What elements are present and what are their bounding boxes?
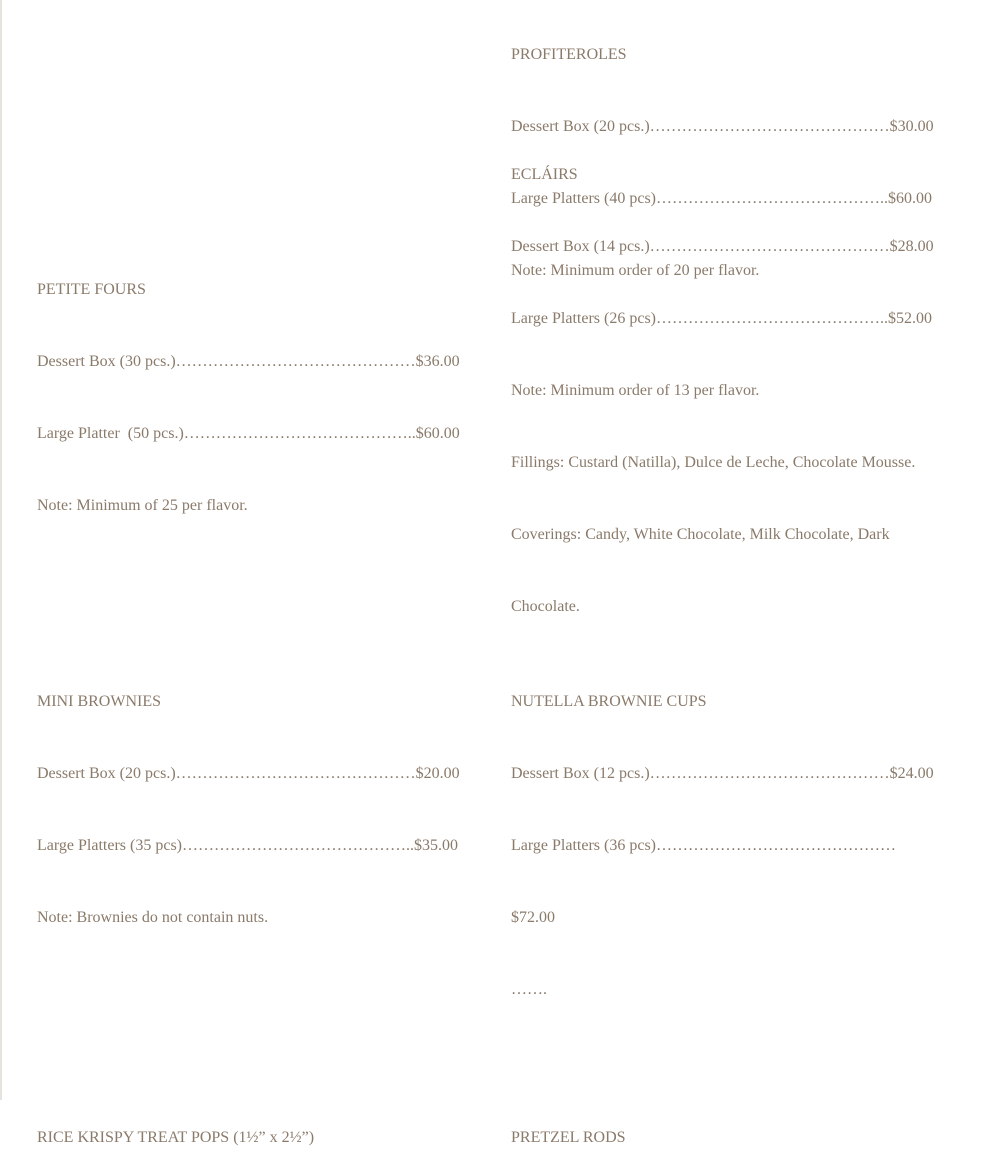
section-eclairs (511, 115, 961, 643)
section-title: ECLÁIRS (511, 166, 578, 183)
section-title: PETITE FOURS (37, 281, 146, 298)
note-line: Note: Minimum of 25 per flavor. (37, 497, 248, 514)
price-line-dessert-box: Dessert Box (30 pcs.)………………………………………$36.00 (37, 353, 460, 370)
price-line-large-platters: Large Platters (36 pcs)……………………………………… (511, 837, 896, 854)
price-line-large-platters: Large Platters (26 pcs)……………………………………..$52.00 (511, 310, 932, 327)
note-line: Note: Minimum order of 13 per flavor. (511, 382, 760, 399)
section-title: RICE KRISPY TREAT POPS (1½” x 2½”) (37, 1129, 315, 1146)
note-line: Note: Brownies do not contain nuts. (37, 909, 269, 926)
price-line-large-platters: Large Platters (40 pcs)……………………………………..$60.00 (511, 190, 932, 207)
section-pretzel-rods (511, 1078, 961, 1174)
price-line-large-platters: Large Platters (35 pcs)……………………………………..$35.00 (37, 837, 458, 854)
coverings-line: Coverings: Candy, White Chocolate, Milk Chocolate, Dark (511, 526, 890, 543)
fillings-line: Fillings: Custard (Natilla), Dulce de Leche, Chocolate Mousse. (511, 454, 916, 471)
price-line-dessert-box: Dessert Box (12 pcs.)………………………………………$24.00 (511, 765, 934, 782)
section-mini-brownies (37, 642, 497, 954)
trailing-dots: ……. (511, 981, 547, 998)
section-title: PRETZEL RODS (511, 1129, 626, 1146)
note-line: Note: Minimum order of 20 per flavor. (511, 262, 760, 279)
price-line-large-platter: Large Platter (50 pcs.)……………………………………..$60.00 (37, 425, 460, 442)
section-rice-krispy-treat-pops (37, 1078, 497, 1174)
section-petite-fours (37, 230, 497, 542)
section-title: NUTELLA BROWNIE CUPS (511, 693, 707, 710)
price-line-dessert-box: Dessert Box (20 pcs.)………………………………………$30.00 (511, 118, 934, 135)
section-nutella-brownie-cups (511, 642, 961, 1026)
section-title: PROFITEROLES (511, 46, 627, 63)
price-line-large-platters-price: $72.00 (511, 909, 555, 926)
price-line-dessert-box: Dessert Box (14 pcs.)………………………………………$28.00 (511, 238, 934, 255)
coverings-line-continued: Chocolate. (511, 598, 580, 615)
section-title: MINI BROWNIES (37, 693, 161, 710)
price-line-dessert-box: Dessert Box (20 pcs.)………………………………………$20.00 (37, 765, 460, 782)
left-border-rule (0, 0, 2, 1100)
